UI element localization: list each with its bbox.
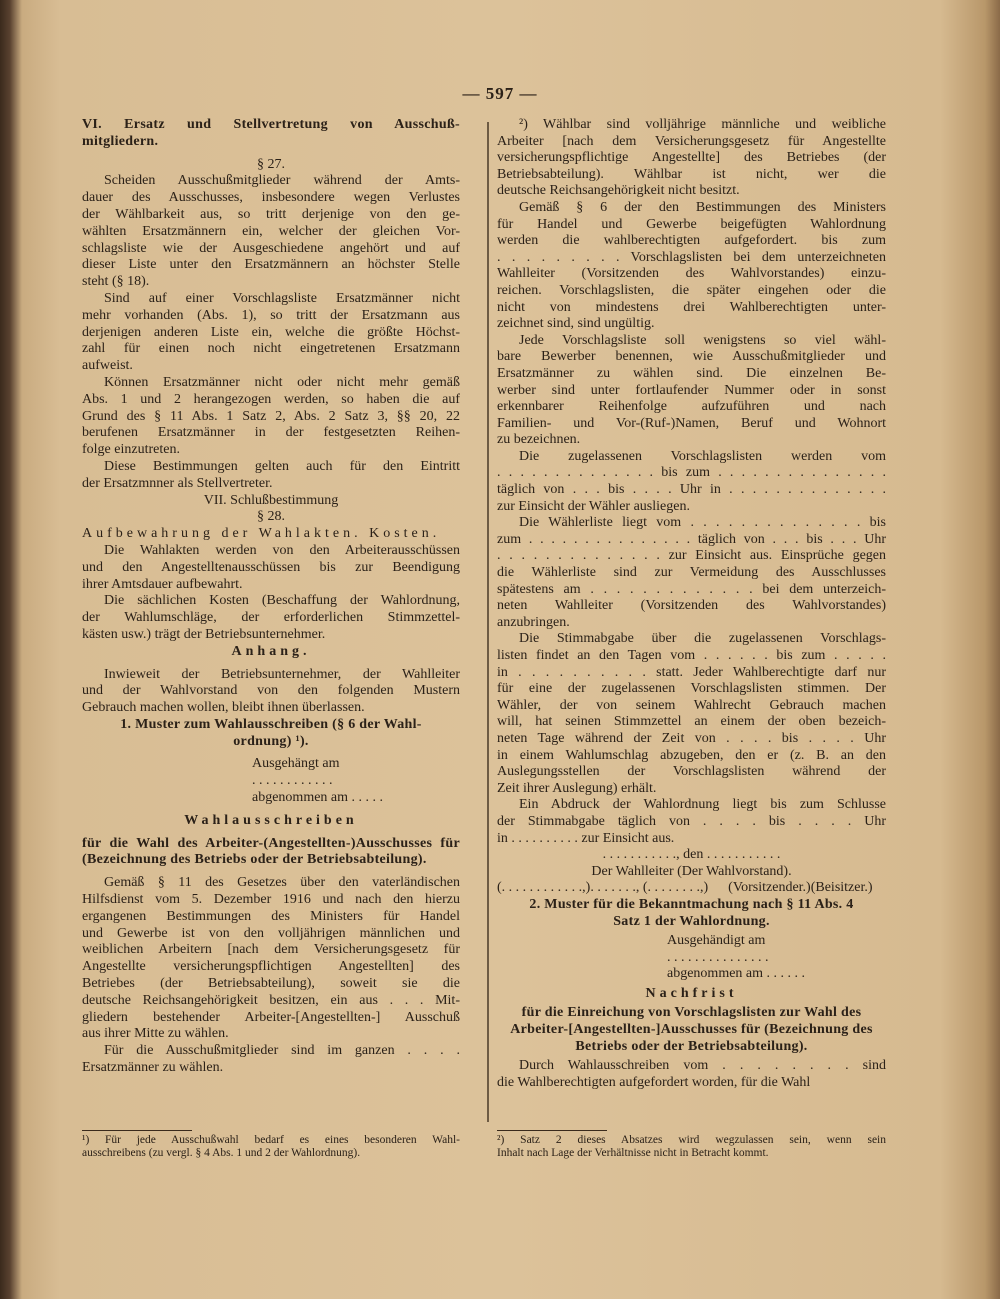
text-block xyxy=(497,847,886,880)
text-line: zum . . . . . . . . . . . . . . . täglich von . . . bis . . . Uhr xyxy=(497,531,886,547)
text-line: Wahlausschreiben xyxy=(184,812,358,828)
text-line: für eine der zugelassenen Vorschlagslisten stimmen. Der xyxy=(497,681,886,697)
text-line: VI. Ersatz und Stellvertretung von Ausschuß- xyxy=(82,117,460,132)
text-line: schlagsliste wie der Ausgeschiedene angehört und auf xyxy=(82,240,460,256)
signature-field: . . . . . . ., (. . . . . . . .,) xyxy=(590,880,709,896)
text-line: für die Wahl des Arbeiter-(Angestellten-)Ausschusses für xyxy=(82,835,460,851)
text-line: kästen usw.) trägt der Betriebsunternehmer. xyxy=(82,626,326,642)
text-line: abgenommen am . . . . . . xyxy=(667,966,806,982)
text-line: der Wahlumschläge, der erforderlichen Stimmzettel- xyxy=(82,610,460,626)
text-line: derjenigen anderen Liste ein, welche die größte Höchst- xyxy=(82,324,460,340)
text-line: listen findet an den Tagen vom . . . . . . bis zum . . . . . xyxy=(497,648,886,663)
text-line: weiblichen Arbeitern [nach dem Versicherungsgesetz für xyxy=(82,942,460,958)
text-line: will, hat seinen Stimmzettel an einem der oben bezeich- xyxy=(497,714,886,730)
paragraph xyxy=(497,333,886,449)
right-column xyxy=(497,117,886,1091)
text-line: aus ihrer Mitte zu wählen. xyxy=(82,1026,229,1042)
text-line: dieser Liste unter den Ersatzmännern an höchster Stelle xyxy=(82,257,460,273)
text-line: berufenen Ersatzmänner in der festgesetzten Reihen- xyxy=(82,425,460,441)
right-footnote xyxy=(497,1130,886,1160)
footnote-line: ausschreibens (zu vergl. § 4 Abs. 1 und 2 der Wahlordnung). xyxy=(82,1147,361,1159)
text-line: Abs. 1 und 2 herangezogen werden, so haben die auf xyxy=(82,391,460,407)
text-line: Nachfrist xyxy=(645,985,738,1001)
text-block xyxy=(497,933,886,983)
text-line: nicht von mindestens drei Wahlberechtigten unter- xyxy=(497,299,886,315)
paragraph xyxy=(82,1043,460,1077)
text-line: gliedern bestehender Arbeiter-[Angestellten-] Ausschuß xyxy=(82,1009,460,1025)
text-line: in . . . . . . . . . . zur Einsicht aus. xyxy=(497,830,675,846)
text-line: reichen. Vorschlagslisten, die später eingehen oder die xyxy=(497,282,886,298)
text-line: für Handel und Gewerbe beigefügten Wahlordnung xyxy=(497,216,886,232)
text-line: zu bezeichnen. xyxy=(497,432,581,448)
paragraph xyxy=(82,875,460,1043)
text-line: Ausgehängt am xyxy=(252,756,340,772)
text-line: Die Wählerliste liegt vom . . . . . . . . . . . . . . bis xyxy=(519,515,886,531)
text-line: bare Bewerber benennen, wie Ausschußmitglieder und xyxy=(497,349,886,365)
text-line: Wahlleiter (Vorsitzenden des Wahlvorstandes) einzu- xyxy=(497,266,886,282)
left-footnote xyxy=(82,1130,460,1160)
text-line: . . . . . . . . . . . . xyxy=(252,773,333,789)
text-line: Gebrauch machen wollen, bleibt ihnen überlassen. xyxy=(82,700,365,716)
text-block xyxy=(82,526,460,543)
footnote-line: ¹) Für jede Ausschußwahl bedarf es eines besonderen Wahl- xyxy=(82,1134,460,1146)
text-line: zur Einsicht der Wähler ausliegen. xyxy=(497,498,690,514)
text-line: spätestens am . . . . . . . . . . . . . bei dem unterzeich- xyxy=(497,581,886,597)
text-line: die Wahlberechtigten aufgefordert worden, für die Wahl xyxy=(497,1074,811,1090)
text-line: mitgliedern. xyxy=(82,133,159,149)
paragraph xyxy=(497,449,886,515)
text-line: wählten Ersatzmännern ein, welcher der gleichen Vor- xyxy=(82,223,460,239)
text-line: der Ersatzmnner als Stellvertreter. xyxy=(82,475,273,491)
text-line: . . . . . . . . . Vorschlagslisten bei dem unterzeichneten xyxy=(497,249,886,265)
section-heading xyxy=(82,813,460,830)
column-divider xyxy=(487,122,489,1122)
text-line: Betriebes (der Betriebsabteilung), soweit sie die xyxy=(82,976,460,992)
text-line: neten Wahlleiter (Vorsitzenden des Wahlvorstandes) xyxy=(497,598,886,614)
footnote-line: Inhalt nach Lage der Verhältnisse nicht in Betracht kommt. xyxy=(497,1147,769,1159)
text-line: Angestellte versicherungspflichtigen Angestellten] des xyxy=(82,959,460,975)
paragraph xyxy=(82,375,460,459)
text-line: dauer des Ausschusses, insbesondere wegen Verlustes xyxy=(82,190,460,206)
text-line: Ein Abdruck der Wahlordnung liegt bis zum Schlusse xyxy=(519,797,886,813)
text-line: für die Einreichung von Vorschlagslisten zur Wahl des xyxy=(521,1005,862,1021)
text-line: § 28. xyxy=(257,509,285,525)
text-line: folge einzutreten. xyxy=(82,442,180,458)
text-line: Satz 1 der Wahlordnung. xyxy=(613,913,770,929)
paragraph xyxy=(497,797,886,847)
text-line: Ersatzmänner zu wählen sind. Die einzelnen Be- xyxy=(497,365,886,381)
text-line: Inwieweit der Betriebsunternehmer, der Wahlleiter xyxy=(104,666,460,682)
text-line: Aufbewahrung der Wahlakten. Kosten. xyxy=(82,526,441,542)
text-line: und Gewerbe ist von den volljährigen männlichen und xyxy=(82,925,460,941)
text-line: Scheiden Ausschußmitglieder während der Amts- xyxy=(104,173,460,189)
text-line: und den Angestelltenausschüssen bis zur Beendigung xyxy=(82,559,460,575)
signature-field: (. . . . . . . . . . . .,) xyxy=(497,880,591,896)
text-line: Arbeiter-[Angestellten-]Ausschusses für (Bezeichnung des xyxy=(510,1022,873,1038)
text-line: zahl für einen noch nicht eingetretenen Ersatzmann xyxy=(82,341,460,357)
paragraph xyxy=(82,593,460,643)
text-line: erkennbarer Reihenfolge aufzuführen und nach xyxy=(497,399,886,415)
paragraph xyxy=(497,117,886,200)
text-line: Hilfsdienst vom 5. Dezember 1916 und nach den hierzu xyxy=(82,892,460,908)
text-line: Die Wahlakten werden von den Arbeiterausschüssen xyxy=(104,542,460,558)
signature-row xyxy=(497,880,708,897)
text-line: anzubringen. xyxy=(497,614,570,630)
text-line: Auslegungsstellen der Vorschlagslisten während der xyxy=(497,764,886,780)
text-line: Gemäß § 11 des Gesetzes über den vaterländischen xyxy=(104,875,460,891)
section-heading xyxy=(82,117,460,151)
text-line: ihrer Amtsdauer aufbewahrt. xyxy=(82,576,243,592)
text-line: abgenommen am . . . . . xyxy=(252,790,384,806)
text-line: Die Stimmabgabe über die zugelassenen Vorschlags- xyxy=(519,631,886,647)
text-line: Der Wahlleiter (Der Wahlvorstand). xyxy=(591,863,792,879)
text-line: Durch Wahlausschreiben vom . . . . . . . . sind xyxy=(519,1058,886,1074)
text-block xyxy=(82,756,460,806)
text-line: Betriebs oder der Betriebsabteilung). xyxy=(575,1038,808,1054)
text-line: Ersatzmänner zu wählen. xyxy=(82,1060,224,1076)
text-line: Zeit ihrer Auslegung) erhält. xyxy=(497,780,657,796)
text-line: in einem Wahlumschlag abzugeben, den er (z. B. an den xyxy=(497,747,886,763)
signature-field: (Vorsitzender.) xyxy=(728,880,811,896)
text-line: Familien- und Vor-(Ruf-)Namen, Beruf und Wohnort xyxy=(497,415,886,431)
text-line: Anhang. xyxy=(231,643,311,659)
text-line: Können Ersatzmänner nicht oder nicht mehr gemäß xyxy=(104,374,460,390)
text-line: aufweist. xyxy=(82,358,133,374)
text-line: die Wählerliste sind zur Vermeidung des Ausschlusses xyxy=(497,565,886,581)
text-line: der Wählbarkeit aus, so tritt derjenige von den ge- xyxy=(82,206,460,222)
text-line: in . . . . . . . . . . statt. Jeder Wahlberechtigte darf nur xyxy=(497,664,886,680)
text-line: Sind auf einer Vorschlagsliste Ersatzmänner nicht xyxy=(104,290,460,306)
text-line: ergangenen Bestimmungen des Ministers für Handel xyxy=(82,908,460,924)
text-line: der Stimmabgabe täglich von . . . . bis . . . . Uhr xyxy=(497,813,886,829)
left-column xyxy=(82,117,460,1077)
text-line: Arbeiter [nach dem Versicherungsgesetz für Angestellte xyxy=(497,133,886,149)
paragraph xyxy=(82,459,460,493)
text-line: Die sächlichen Kosten (Beschaffung der Wahlordnung, xyxy=(104,593,460,609)
text-line: Für die Ausschußmitglieder sind im ganzen . . . . xyxy=(104,1043,460,1059)
footnote-line: ²) Satz 2 dieses Absatzes wird wegzulassen sein, wenn sein xyxy=(497,1134,886,1146)
signature-field: (Beisitzer.) xyxy=(810,880,873,896)
text-line: VII. Schlußbestimmung xyxy=(203,492,339,508)
text-line: neten Tage während der Zeit von . . . . bis . . . . Uhr xyxy=(497,730,886,746)
text-line: versicherungspflichtige Angestellte] des Betriebes (der xyxy=(497,150,886,166)
text-line: täglich von . . . bis . . . . Uhr in . . . . . . . . . . . . . . xyxy=(497,482,886,498)
text-line: Jede Vorschlagsliste soll wenigstens so viel wähl- xyxy=(519,332,886,348)
text-line: (Bezeichnung des Betriebs oder der Betriebsabteilung). xyxy=(82,852,427,868)
text-line: . . . . . . . . . . . . . . . xyxy=(667,949,769,965)
text-line: . . . . . . . . . . . . . . zur Einsicht aus. Einsprüche gegen xyxy=(497,548,886,564)
text-block xyxy=(82,509,460,526)
section-heading xyxy=(82,717,460,751)
paragraph xyxy=(82,543,460,593)
paragraph xyxy=(82,173,460,291)
text-line: Diese Bestimmungen gelten auch für den Eintritt xyxy=(104,458,460,474)
text-line: § 27. xyxy=(257,156,285,172)
text-block xyxy=(82,493,460,510)
text-line: Die zugelassenen Vorschlagslisten werden vom xyxy=(519,448,886,464)
paragraph xyxy=(82,667,460,717)
text-line: deutsche Reichsangehörigkeit besitzen, ein aus . . . Mit- xyxy=(82,992,460,1008)
section-heading xyxy=(497,1005,886,1055)
paragraph xyxy=(82,291,460,375)
text-line: werden die wahlberechtigten aufgefordert. bis zum xyxy=(497,233,886,249)
text-line: steht (§ 18). xyxy=(82,274,150,290)
text-line: zeichnet sind, sind ungültig. xyxy=(497,316,655,332)
section-heading xyxy=(497,897,886,930)
text-line: Betriebsabteilung). Wählbar ist nicht, wer die xyxy=(497,166,886,182)
text-line: Gemäß § 6 der den Bestimmungen des Ministers xyxy=(519,199,886,215)
footnote-rule xyxy=(82,1130,192,1131)
text-line: Grund des § 11 Abs. 1 Satz 2, Abs. 2 Satz 3, §§ 20, 22 xyxy=(82,408,460,424)
section-heading xyxy=(497,986,886,1003)
signature-row xyxy=(708,880,912,897)
text-line: 1. Muster zum Wahlausschreiben (§ 6 der Wahl- xyxy=(120,716,422,732)
text-block xyxy=(82,157,460,174)
text-line: deutsche Reichsangehörigkeit nicht besitzt. xyxy=(497,183,740,199)
text-line: . . . . . . . . . . ., den . . . . . . . . . . . xyxy=(602,847,781,863)
text-line: mehr vorhanden (Abs. 1), so tritt der Ersatzmann aus xyxy=(82,307,460,323)
text-line: ordnung) ¹). xyxy=(233,733,309,749)
text-line: . . . . . . . . . . . . . . bis zum . . . . . . . . . . . . . . . xyxy=(497,465,886,481)
text-line: werber sind unter fortlaufender Nummer oder in sonst xyxy=(497,382,886,398)
text-line: 2. Muster für die Bekanntmachung nach § 11 Abs. 4 xyxy=(529,896,854,912)
page-number: — 597 — xyxy=(462,84,538,103)
text-line: ²) Wählbar sind volljährige männliche und weibliche xyxy=(519,117,886,132)
section-heading xyxy=(82,836,460,870)
text-line: Ausgehändigt am xyxy=(667,933,766,949)
paragraph xyxy=(497,1058,886,1091)
paragraph xyxy=(497,200,886,333)
paragraph xyxy=(497,515,886,631)
footnote-rule xyxy=(497,1130,607,1131)
section-heading xyxy=(82,644,460,661)
text-line: und der Wahlvorstand von den folgenden Mustern xyxy=(82,683,460,699)
paragraph xyxy=(497,631,886,797)
text-block xyxy=(497,880,886,897)
text-line: Wähler, der von seinem Wahlrecht Gebrauch machen xyxy=(497,697,886,713)
